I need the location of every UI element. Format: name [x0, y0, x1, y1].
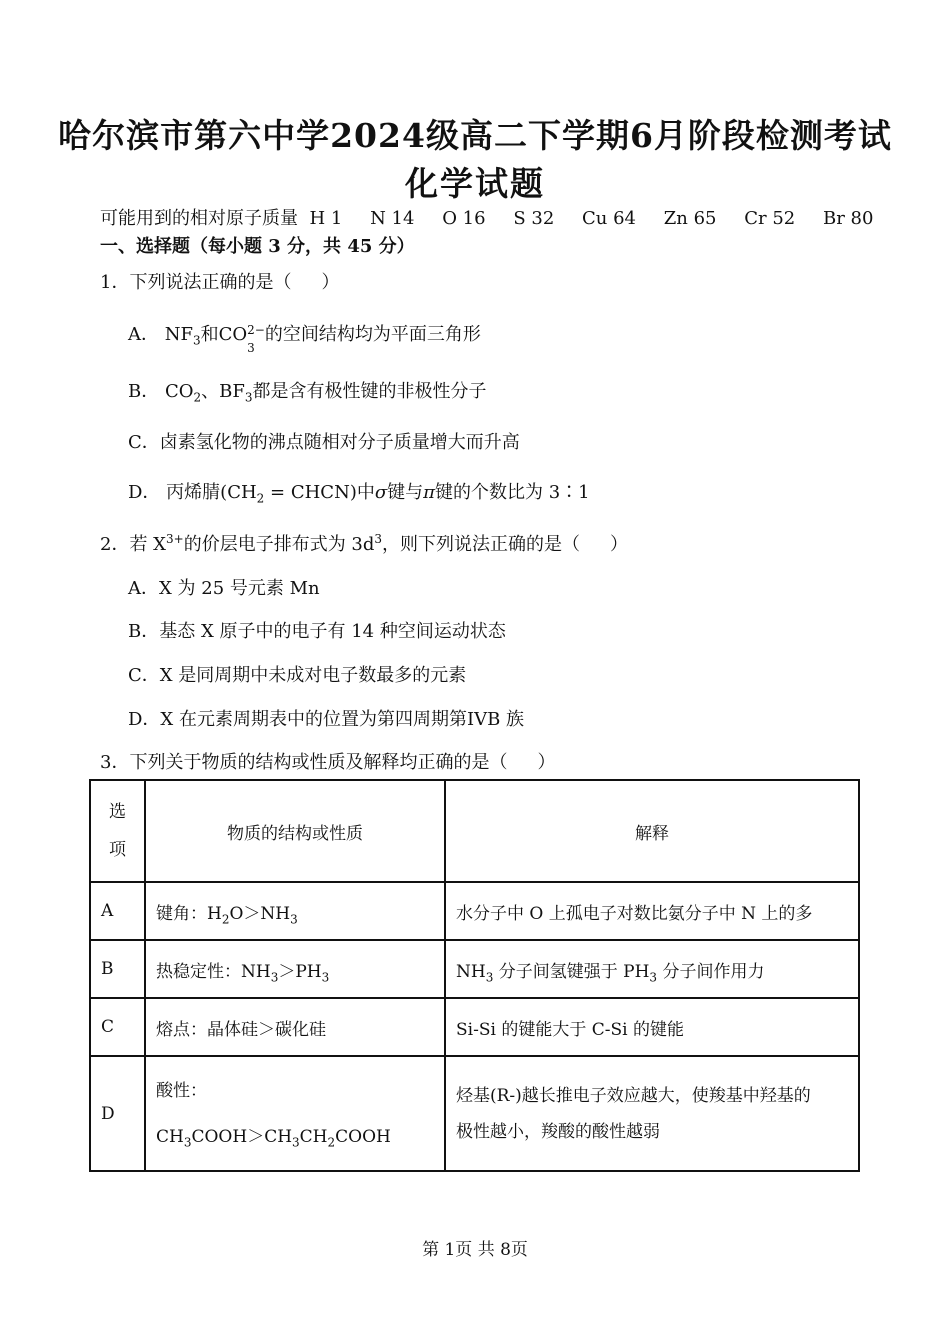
- atomic-mass-item: H 1: [309, 208, 343, 229]
- question-3-stem: 3．下列关于物质的结构或性质及解释均正确的是（ ）: [100, 752, 556, 773]
- atomic-mass-item: Br 80: [822, 208, 874, 229]
- question-2-option-b: B．基态 X 原子中的电子有 14 种空间运动状态: [128, 621, 506, 642]
- atomic-masses-line: [100, 204, 895, 230]
- question-1-option-a: A． $NF_3$和CO 2− 3 的空间结构均为平面三角形: [128, 323, 481, 355]
- table-row: D 酸性： $CH_3COOH>CH_3CH_2COOH$ 烃基(R-)越长推电子效应越大，使羧基中羟基的 极性越小，羧酸的酸性越弱: [90, 1056, 859, 1171]
- header-property: 物质的结构或性质: [145, 780, 445, 882]
- atomic-masses-label: 可能用到的相对原子质量: [100, 208, 298, 229]
- question-2-option-a: A．X 为 25 号元素 Mn: [128, 578, 320, 599]
- atomic-mass-item: Zn 65: [663, 208, 717, 229]
- question-2-option-c: C．X 是同周期中未成对电子数最多的元素: [128, 665, 467, 686]
- exam-title: 哈尔滨市第六中学2024级高二下学期6月阶段检测考试: [58, 116, 892, 155]
- table-row: A 键角：$H_2O>NH_3$ 水分子中 O 上孤电子对数比氨分子中 N 上的多: [90, 882, 859, 940]
- table-row: C 熔点：晶体硅＞碳化硅 Si-Si 的键能大于 C-Si 的键能: [90, 998, 859, 1056]
- question-1-option-b: B． $CO_2$、$BF_3$都是含有极性键的非极性分子: [128, 381, 487, 405]
- header-option: 选 项: [90, 780, 145, 882]
- question-1-stem: 1．下列说法正确的是（ ）: [100, 272, 340, 293]
- page-footer: 第 1页 共 8页: [422, 1240, 528, 1260]
- question-2-stem: 2．若 $X^{3+}$的价层电子排布式为 $3d^3$，则下列说法正确的是（ ）: [100, 532, 629, 555]
- atomic-mass-item: Cu 64: [582, 208, 637, 229]
- question-3-table: [89, 779, 860, 1172]
- section-heading: 一、选择题（每小题 3 分，共 45 分）: [100, 236, 415, 257]
- exam-subtitle: 化学试题: [405, 164, 545, 203]
- atomic-mass-item: O 16: [442, 208, 486, 229]
- atomic-mass-item: Cr 52: [744, 208, 796, 229]
- atomic-mass-item: N 14: [370, 208, 415, 229]
- question-1-option-c: C．卤素氢化物的沸点随相对分子质量增大而升高: [128, 432, 520, 453]
- table-header-row: [90, 780, 859, 882]
- header-explanation: 解释: [445, 780, 859, 882]
- atomic-mass-item: S 32: [513, 208, 555, 229]
- question-1-option-d: D． 丙烯腈($CH_2$ = CHCN)中σ键与π键的个数比为 3∶1: [128, 482, 590, 506]
- question-2-option-d: D．X 在元素周期表中的位置为第四周期第IVB 族: [128, 709, 525, 730]
- table-row: B 热稳定性：$NH_3>PH_3$ $NH_3$ 分子间氢键强于 $PH_3$ 分子间作用力: [90, 940, 859, 998]
